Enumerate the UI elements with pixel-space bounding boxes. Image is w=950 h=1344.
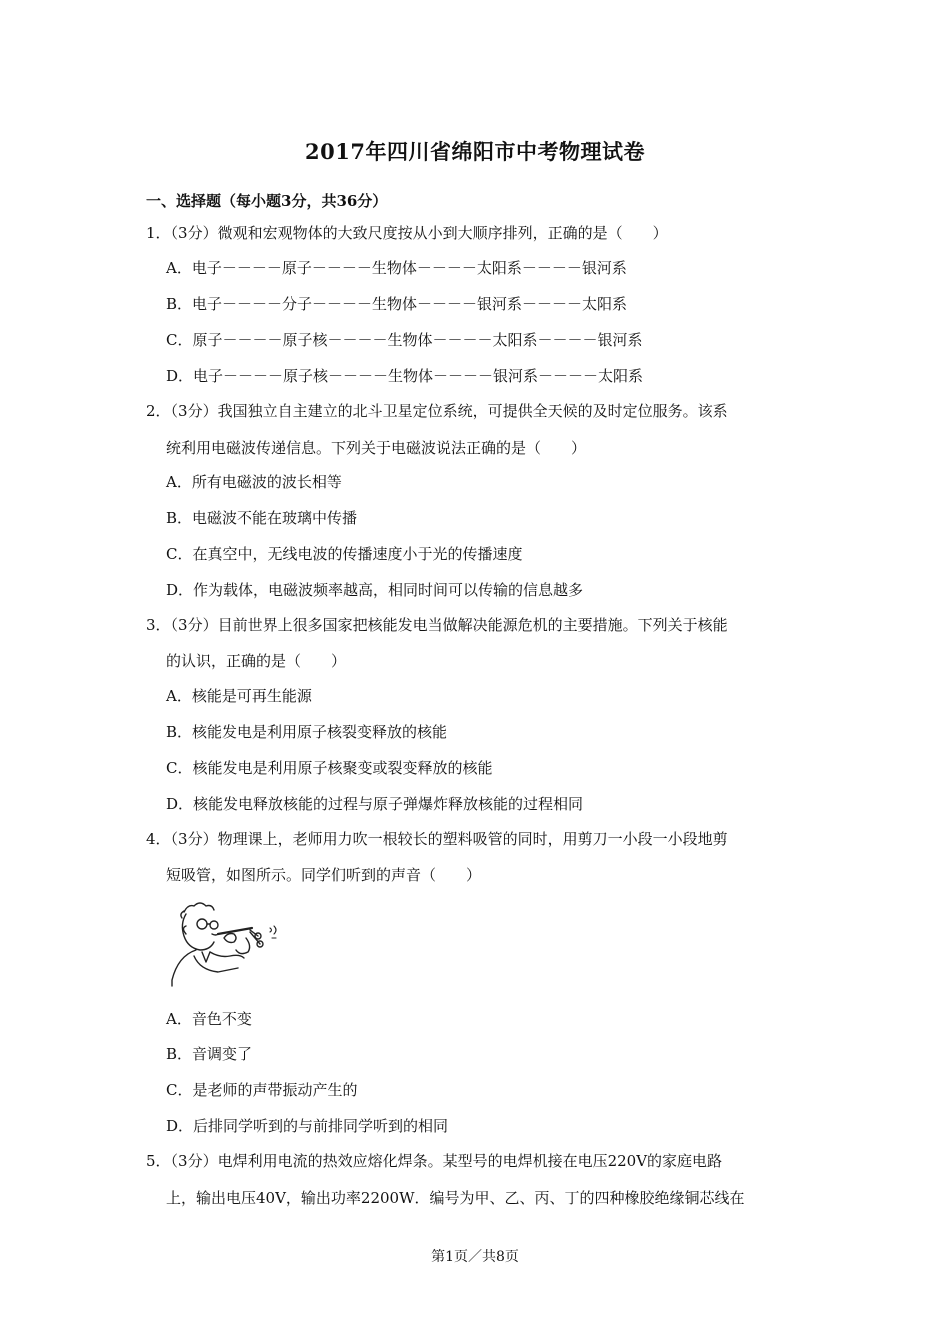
question-2-option-b: B．电磁波不能在玻璃中传播 [166, 509, 358, 527]
question-3-option-c: C．核能发电是利用原子核聚变或裂变释放的核能 [166, 759, 493, 777]
page-footer: 第1页／共8页 [431, 1249, 519, 1265]
question-3-option-a: A．核能是可再生能源 [166, 687, 312, 705]
teacher-blowing-straw-figure [166, 898, 284, 988]
question-2-option-d: D．作为载体，电磁波频率越高，相同时间可以传输的信息越多 [166, 581, 584, 599]
question-1-option-b: B．电子－－－－分子－－－－生物体－－－－银河系－－－－太阳系 [166, 295, 628, 313]
question-1-line-1: 1．（3分）微观和宏观物体的大致尺度按从小到大顺序排列，正确的是（ ） [146, 224, 668, 242]
question-4-option-c: C．是老师的声带振动产生的 [166, 1081, 358, 1099]
question-5-line-2: 上，输出电压40V，输出功率2200W．编号为甲、乙、丙、丁的四种橡胶绝缘铜芯线在 [166, 1189, 745, 1207]
question-1-option-d: D．电子－－－－原子核－－－－生物体－－－－银河系－－－－太阳系 [166, 367, 644, 385]
question-1-option-a: A．电子－－－－原子－－－－生物体－－－－太阳系－－－－银河系 [166, 259, 627, 277]
page-title: 2017年四川省绵阳市中考物理试卷 [305, 139, 645, 164]
question-3-line-2: 的认识，正确的是（ ） [166, 652, 347, 670]
question-2-option-c: C．在真空中，无线电波的传播速度小于光的传播速度 [166, 545, 523, 563]
question-1-option-c: C．原子－－－－原子核－－－－生物体－－－－太阳系－－－－银河系 [166, 331, 643, 349]
question-4-option-a: A．音色不变 [166, 1010, 252, 1028]
question-4-line-1: 4．（3分）物理课上，老师用力吹一根较长的塑料吸管的同时，用剪刀一小段一小段地剪 [146, 830, 728, 848]
question-4-line-2: 短吸管，如图所示。同学们听到的声音（ ） [166, 866, 482, 884]
question-3-line-1: 3．（3分）目前世界上很多国家把核能发电当做解决能源危机的主要措施。下列关于核能 [146, 616, 728, 634]
question-2-line-2: 统利用电磁波传递信息。下列关于电磁波说法正确的是（ ） [166, 439, 587, 457]
question-3-option-d: D．核能发电释放核能的过程与原子弹爆炸释放核能的过程相同 [166, 795, 584, 813]
section-heading: 一、选择题（每小题3分，共36分） [146, 192, 388, 210]
question-4-option-b: B．音调变了 [166, 1045, 253, 1063]
question-2-line-1: 2．（3分）我国独立自主建立的北斗卫星定位系统，可提供全天候的及时定位服务。该系 [146, 402, 728, 420]
question-5-line-1: 5．（3分）电焊利用电流的热效应熔化焊条。某型号的电焊机接在电压220V的家庭电路 [146, 1152, 723, 1170]
question-3-option-b: B．核能发电是利用原子核裂变释放的核能 [166, 723, 448, 741]
question-2-option-a: A．所有电磁波的波长相等 [166, 473, 342, 491]
question-4-option-d: D．后排同学听到的与前排同学听到的相同 [166, 1117, 449, 1135]
